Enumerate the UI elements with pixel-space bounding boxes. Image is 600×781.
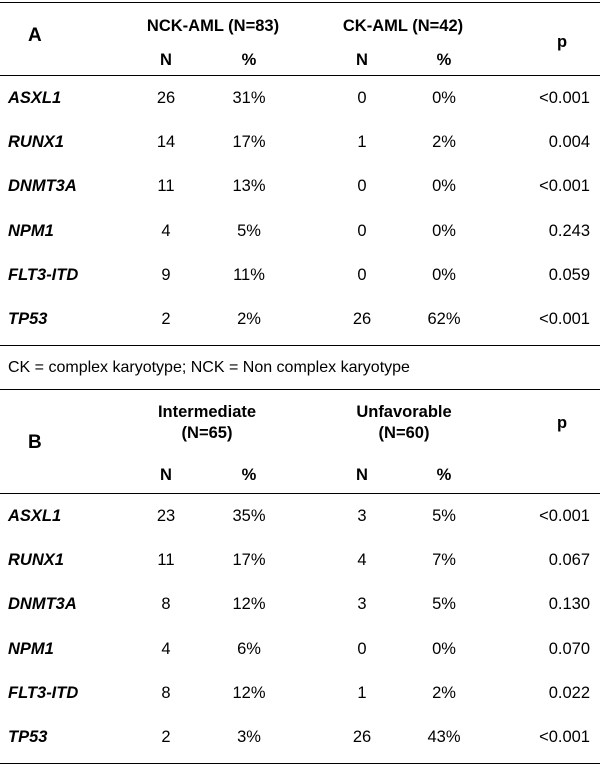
top-rule: [0, 2, 600, 3]
pct1-cell: 17%: [232, 551, 266, 570]
gene-cell: NPM1: [8, 221, 54, 240]
n1-cell: 8: [161, 683, 171, 702]
n2-cell: 4: [357, 551, 367, 570]
n1-cell: 4: [161, 639, 171, 658]
panel-a-group2-header: CK-AML (N=42): [342, 17, 464, 35]
pct2-cell: 2%: [432, 683, 456, 702]
panel-a-sub-n2: N: [356, 51, 368, 69]
panel-a-p-header: p: [557, 33, 568, 51]
gene-cell: DNMT3A: [8, 177, 77, 196]
n1-cell: 11: [157, 551, 175, 570]
gene-cell: TP53: [8, 310, 48, 328]
pct2-cell: 0%: [432, 265, 456, 284]
panel-a-group1-header: NCK-AML (N=83): [146, 17, 280, 35]
gene-cell: RUNX1: [8, 133, 64, 152]
n1-cell: 11: [157, 177, 175, 196]
pct2-cell: 5%: [432, 595, 456, 614]
pct2-cell: 43%: [427, 728, 461, 746]
gene-cell: FLT3-ITD: [8, 683, 79, 702]
pct1-cell: 3%: [237, 728, 261, 746]
pct2-cell: 7%: [432, 551, 456, 570]
gene-cell: TP53: [8, 728, 48, 746]
gene-cell: DNMT3A: [8, 595, 77, 614]
panel-b-sub-n1: N: [160, 466, 172, 484]
pct1-cell: 6%: [237, 639, 261, 658]
footnote: CK = complex karyotype; NCK = Non complex karyotype: [8, 359, 410, 376]
gene-cell: FLT3-ITD: [8, 265, 79, 284]
panel-b-header-rule: [0, 493, 600, 494]
n2-cell: 1: [357, 683, 367, 702]
n2-cell: 0: [357, 265, 367, 284]
pct2-cell: 0%: [432, 639, 456, 658]
n1-cell: 14: [156, 133, 176, 152]
pct1-cell: 2%: [237, 310, 261, 328]
pct1-cell: 17%: [232, 133, 266, 152]
panel-b-p-header: p: [557, 414, 568, 432]
panel-b-group1-header-line1: Intermediate: [157, 403, 257, 421]
gene-cell: ASXL1: [8, 89, 62, 107]
p-value-cell: 0.243: [548, 221, 590, 240]
p-value-cell: 0.130: [548, 595, 590, 614]
pct1-cell: 13%: [232, 177, 266, 196]
pct2-cell: 0%: [432, 221, 456, 240]
n1-cell: 4: [161, 221, 171, 240]
n1-cell: 23: [156, 507, 176, 525]
p-value-cell: <0.001: [539, 507, 590, 525]
p-value-cell: 0.059: [548, 265, 590, 284]
gene-cell: NPM1: [8, 639, 54, 658]
n1-cell: 26: [156, 89, 176, 107]
pct2-cell: 62%: [427, 310, 461, 328]
panel-b-top-rule: [0, 389, 600, 390]
panel-b-label: B: [28, 432, 42, 453]
p-value-cell: 0.070: [548, 639, 590, 658]
pct2-cell: 0%: [432, 89, 456, 107]
panel-b-bottom-rule: [0, 763, 600, 764]
panel-a-sub-pct1: %: [241, 51, 257, 69]
gene-cell: RUNX1: [8, 551, 64, 570]
n2-cell: 26: [352, 728, 372, 746]
panel-a-sub-n1: N: [160, 51, 172, 69]
n2-cell: 0: [357, 177, 367, 196]
n2-cell: 0: [357, 221, 367, 240]
pct1-cell: 12%: [232, 595, 266, 614]
panel-b-sub-pct1: %: [241, 466, 257, 484]
pct1-cell: 11%: [233, 265, 265, 284]
n2-cell: 3: [357, 595, 367, 614]
p-value-cell: 0.022: [548, 683, 590, 702]
n2-cell: 0: [357, 89, 367, 107]
n1-cell: 9: [161, 265, 171, 284]
panel-a-sub-pct2: %: [436, 51, 452, 69]
pct1-cell: 35%: [232, 507, 266, 525]
n1-cell: 2: [161, 728, 171, 746]
panel-b-group2-header-line1: Unfavorable: [356, 403, 452, 421]
pct2-cell: 5%: [432, 507, 456, 525]
pct2-cell: 0%: [432, 177, 456, 196]
panel-a-header-rule: [0, 75, 600, 76]
p-value-cell: <0.001: [539, 728, 590, 746]
panel-a-label: A: [28, 25, 42, 46]
n1-cell: 2: [161, 310, 171, 328]
pct2-cell: 2%: [432, 133, 456, 152]
p-value-cell: <0.001: [539, 177, 590, 196]
n1-cell: 8: [161, 595, 171, 614]
panel-b-sub-n2: N: [356, 466, 368, 484]
p-value-cell: <0.001: [539, 310, 590, 328]
pct1-cell: 12%: [232, 683, 266, 702]
panel-b-group1-header-line2: (N=65): [181, 424, 233, 442]
p-value-cell: 0.004: [548, 133, 590, 152]
n2-cell: 3: [357, 507, 367, 525]
n2-cell: 1: [357, 133, 367, 152]
panel-a-bottom-rule: [0, 345, 600, 346]
p-value-cell: <0.001: [539, 89, 590, 107]
pct1-cell: 5%: [237, 221, 261, 240]
panel-b-group2-header-line2: (N=60): [378, 424, 430, 442]
p-value-cell: 0.067: [548, 551, 590, 570]
gene-cell: ASXL1: [8, 507, 62, 525]
n2-cell: 0: [357, 639, 367, 658]
panel-b-sub-pct2: %: [436, 466, 452, 484]
n2-cell: 26: [352, 310, 372, 328]
pct1-cell: 31%: [232, 89, 266, 107]
